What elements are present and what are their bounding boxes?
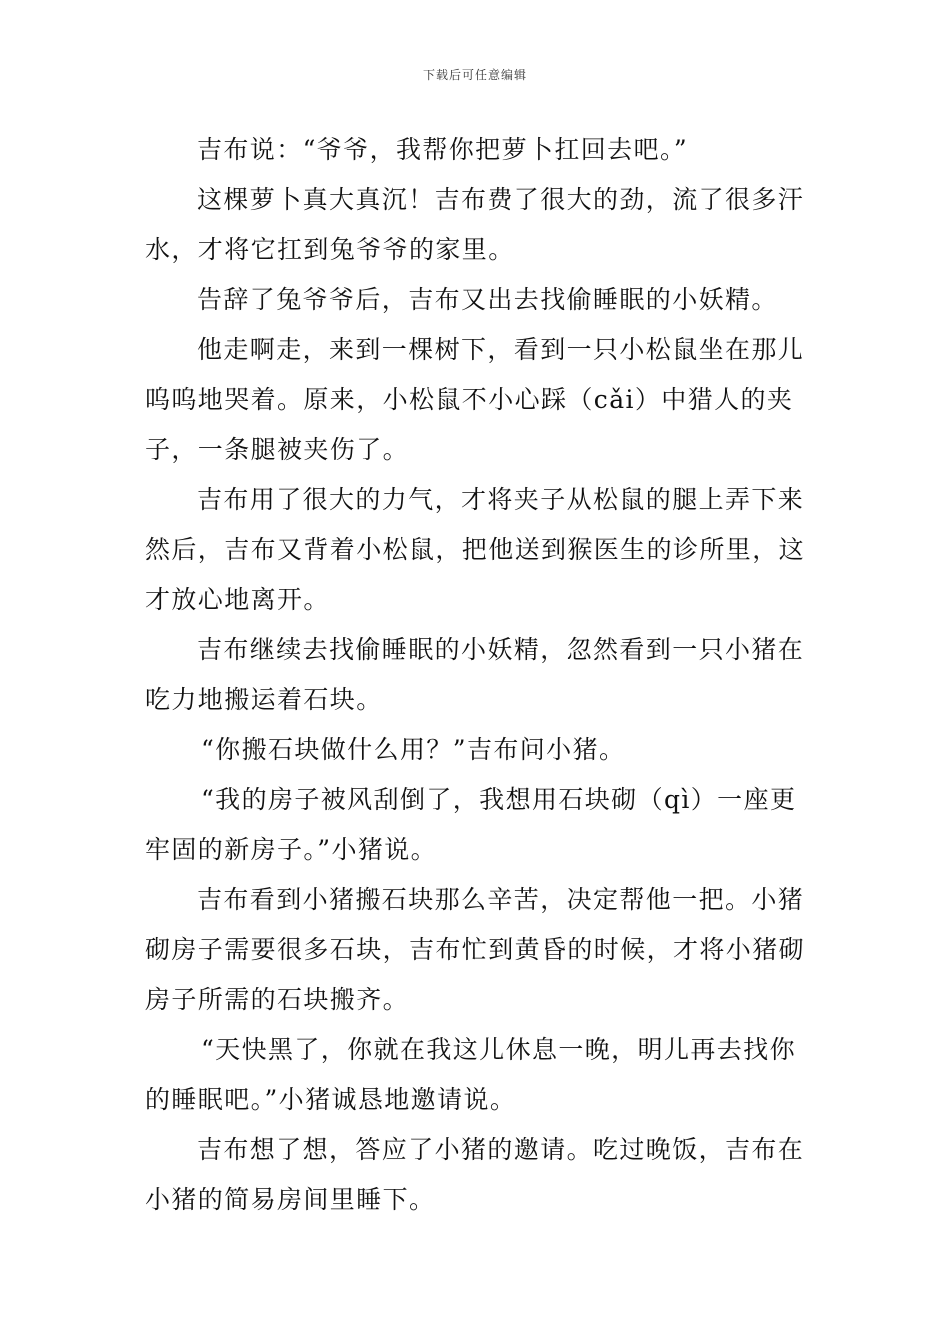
paragraph: 吉布想了想，答应了小猪的邀请。吃过晚饭，吉布在小猪的简易房间里睡下。 xyxy=(145,1135,805,1214)
paragraph: 吉布看到小猪搬石块那么辛苦，决定帮他一把。小猪砌房子需要很多石块，吉布忙到黄昏的时候，才将小猪砌房子所需的石块搬齐。 xyxy=(145,885,806,1014)
paragraph: 吉布说：“爷爷，我帮你把萝卜扛回去吧。” xyxy=(197,135,689,164)
document-body xyxy=(145,125,813,1225)
paragraph: 他走啊走，来到一棵树下，看到一只小松鼠坐在那儿呜呜地哭着。原来，小松鼠不小心踩（cǎi）中猎人的夹子，一条腿被夹伤了。 xyxy=(145,335,805,464)
paragraph: “天快黑了，你就在我这儿休息一晚，明儿再去找你的睡眠吧。”小猪诚恳地邀请说。 xyxy=(145,1035,796,1114)
paragraph: 吉布继续去找偷睡眠的小妖精，忽然看到一只小猪在吃力地搬运着石块。 xyxy=(145,635,805,714)
paragraph: 吉布用了很大的力气，才将夹子从松鼠的腿上弄下来然后，吉布又背着小松鼠，把他送到猴医生的诊所里，这才放心地离开。 xyxy=(145,485,806,614)
paragraph: 告辞了兔爷爷后，吉布又出去找偷睡眠的小妖精。 xyxy=(197,285,778,314)
page-header-note: 下载后可任意编辑 xyxy=(422,68,527,82)
paragraph: 这棵萝卜真大真沉！吉布费了很大的劲，流了很多汗水，才将它扛到兔爷爷的家里。 xyxy=(145,185,805,264)
paragraph: “你搬石块做什么用？”吉布问小猪。 xyxy=(201,735,626,764)
paragraph: “我的房子被风刮倒了，我想用石块砌（qì）一座更牢固的新房子。”小猪说。 xyxy=(145,785,797,864)
